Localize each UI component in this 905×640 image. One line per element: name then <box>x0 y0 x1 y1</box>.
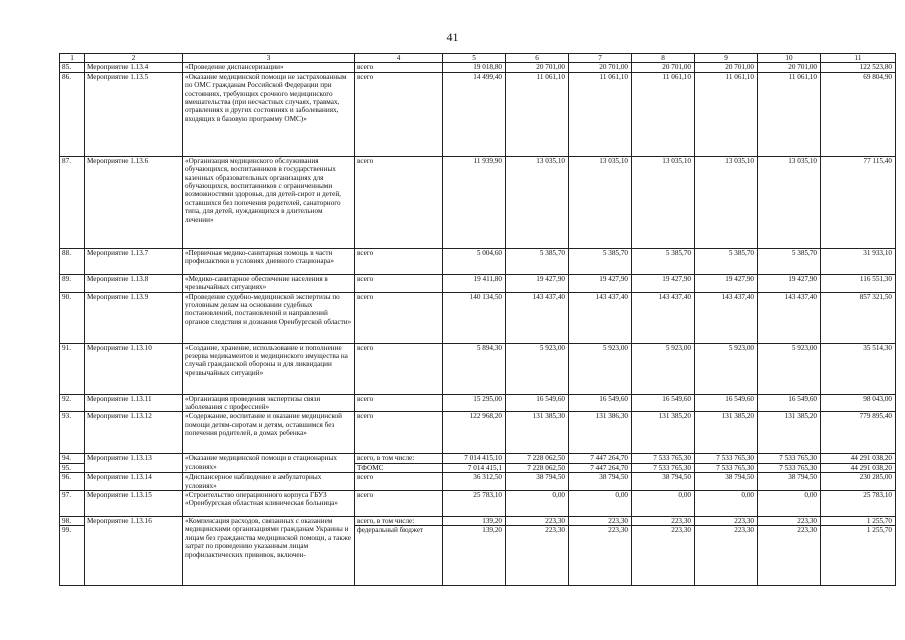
amount-cell: 7 014 415,10 <box>443 454 506 463</box>
activity-description: «Первичная медико-санитарная помощь в части профилактики в условиях дневного стационара» <box>183 248 355 274</box>
row-number: 92. <box>60 394 85 412</box>
column-number: 1 <box>60 54 85 63</box>
amount-cell: 36 312,50 <box>443 473 506 491</box>
amount-cell: 223,30 <box>506 526 569 586</box>
amount-cell: 38 794,50 <box>569 473 632 491</box>
activity-description: «Диспансерное наблюдение в амбулаторных условиях» <box>183 473 355 491</box>
amount-cell: 223,30 <box>695 517 758 526</box>
table-row <box>60 412 896 454</box>
funding-source: всего <box>355 491 443 517</box>
amount-cell: 5 894,30 <box>443 343 506 394</box>
amount-cell: 223,30 <box>632 526 695 586</box>
activity-name: Мероприятие 1.13.9 <box>85 292 183 343</box>
activity-name: Мероприятие 1.13.16 <box>85 517 183 586</box>
amount-cell: 7 533 765,30 <box>695 454 758 463</box>
amount-cell: 1 255,70 <box>821 526 896 586</box>
amount-cell: 5 385,70 <box>695 248 758 274</box>
activity-name: Мероприятие 1.13.10 <box>85 343 183 394</box>
activity-description: «Оказание медицинской помощи в стационарных условиях» <box>183 454 355 473</box>
table-row <box>60 274 896 292</box>
row-number: 99. <box>60 526 85 586</box>
amount-cell: 223,30 <box>569 526 632 586</box>
amount-cell: 38 794,50 <box>632 473 695 491</box>
column-number: 3 <box>183 54 355 63</box>
row-number: 97. <box>60 491 85 517</box>
amount-cell: 7 228 062,50 <box>506 463 569 472</box>
activity-description: «Медико-санитарное обеспечение населения в чрезвычайных ситуациях» <box>183 274 355 292</box>
table-row <box>60 454 896 463</box>
page-number: 41 <box>446 30 459 44</box>
amount-cell: 122 523,80 <box>821 63 896 72</box>
amount-cell: 0,00 <box>695 491 758 517</box>
amount-cell: 5 923,00 <box>695 343 758 394</box>
column-number: 5 <box>443 54 506 63</box>
amount-cell: 38 794,50 <box>695 473 758 491</box>
amount-cell: 13 035,10 <box>695 156 758 248</box>
column-number: 4 <box>355 54 443 63</box>
amount-cell: 13 035,10 <box>569 156 632 248</box>
amount-cell: 7 533 765,30 <box>695 463 758 472</box>
column-number: 6 <box>506 54 569 63</box>
amount-cell: 13 035,10 <box>758 156 821 248</box>
row-number: 88. <box>60 248 85 274</box>
amount-cell: 0,00 <box>758 491 821 517</box>
amount-cell: 7 533 765,30 <box>758 454 821 463</box>
activity-description: «Оказание медицинской помощи не застрахованным по ОМС гражданам Российской Федерации при состояниях, требующих срочного медицинского вмешательства (при несчастных случаях, травмах, отравлениях и других состояниях и заболеваниях, входящих в базовую программу ОМС)» <box>183 72 355 156</box>
table-row <box>60 491 896 517</box>
amount-cell: 69 804,90 <box>821 72 896 156</box>
funding-source: федеральный бюджет <box>355 526 443 586</box>
amount-cell: 223,30 <box>758 517 821 526</box>
activity-name: Мероприятие 1.13.8 <box>85 274 183 292</box>
amount-cell: 35 514,30 <box>821 343 896 394</box>
amount-cell: 20 701,00 <box>569 63 632 72</box>
amount-cell: 19 427,90 <box>758 274 821 292</box>
amount-cell: 5 923,00 <box>632 343 695 394</box>
amount-cell: 131 385,30 <box>506 412 569 454</box>
table-row <box>60 343 896 394</box>
amount-cell: 77 115,40 <box>821 156 896 248</box>
amount-cell: 139,20 <box>443 517 506 526</box>
row-number: 96. <box>60 473 85 491</box>
amount-cell: 14 499,40 <box>443 72 506 156</box>
funding-source: всего <box>355 292 443 343</box>
row-number: 87. <box>60 156 85 248</box>
column-number: 2 <box>85 54 183 63</box>
amount-cell: 779 895,40 <box>821 412 896 454</box>
amount-cell: 140 134,50 <box>443 292 506 343</box>
amount-cell: 15 295,00 <box>443 394 506 412</box>
activity-description: «Создание, хранение, использование и пополнение резерва медикаментов и медицинского имущества на случай гражданской обороны и для ликвидации чрезвычайных ситуаций» <box>183 343 355 394</box>
amount-cell: 5 385,70 <box>632 248 695 274</box>
amount-cell: 16 549,60 <box>569 394 632 412</box>
activity-name: Мероприятие 1.13.15 <box>85 491 183 517</box>
amount-cell: 16 549,60 <box>758 394 821 412</box>
amount-cell: 122 968,20 <box>443 412 506 454</box>
amount-cell: 131 386,30 <box>569 412 632 454</box>
amount-cell: 7 447 264,70 <box>569 454 632 463</box>
table-row <box>60 156 896 248</box>
amount-cell: 11 061,10 <box>506 72 569 156</box>
funding-source: всего <box>355 156 443 248</box>
amount-cell: 116 551,30 <box>821 274 896 292</box>
row-number: 95. <box>60 463 85 472</box>
funding-source: всего <box>355 343 443 394</box>
amount-cell: 16 549,60 <box>695 394 758 412</box>
table-row <box>60 72 896 156</box>
amount-cell: 7 014 415,1 <box>443 463 506 472</box>
row-number: 89. <box>60 274 85 292</box>
column-number: 8 <box>632 54 695 63</box>
amount-cell: 857 321,50 <box>821 292 896 343</box>
activity-name: Мероприятие 1.13.4 <box>85 63 183 72</box>
row-number: 93. <box>60 412 85 454</box>
amount-cell: 11 939,90 <box>443 156 506 248</box>
row-number: 86. <box>60 72 85 156</box>
amount-cell: 143 437,40 <box>569 292 632 343</box>
funding-source: всего <box>355 248 443 274</box>
amount-cell: 98 043,00 <box>821 394 896 412</box>
activity-description: «Строительство операционного корпуса ГБУЗ «Оренбургская областная клиническая больница» <box>183 491 355 517</box>
amount-cell: 19 427,90 <box>569 274 632 292</box>
amount-cell: 0,00 <box>506 491 569 517</box>
amount-cell: 25 783,10 <box>443 491 506 517</box>
row-number: 91. <box>60 343 85 394</box>
amount-cell: 7 533 765,30 <box>632 463 695 472</box>
amount-cell: 7 447 264,70 <box>569 463 632 472</box>
amount-cell: 25 783,10 <box>821 491 896 517</box>
activity-description: «Проведение диспансеризации» <box>183 63 355 72</box>
amount-cell: 223,30 <box>695 526 758 586</box>
amount-cell: 16 549,60 <box>632 394 695 412</box>
amount-cell: 7 533 765,30 <box>758 463 821 472</box>
table-row <box>60 292 896 343</box>
amount-cell: 13 035,10 <box>632 156 695 248</box>
activity-name: Мероприятие 1.13.13 <box>85 454 183 473</box>
column-number: 9 <box>695 54 758 63</box>
amount-cell: 5 004,60 <box>443 248 506 274</box>
amount-cell: 223,30 <box>758 526 821 586</box>
amount-cell: 20 701,00 <box>758 63 821 72</box>
amount-cell: 20 701,00 <box>506 63 569 72</box>
amount-cell: 143 437,40 <box>758 292 821 343</box>
activity-description: «Компенсация расходов, связанных с оказанием медицинскими организациями гражданам Украины и лицам без гражданства медицинской помощи, а также затрат по проведению указанным лицам профилактических прививок, включен- <box>183 517 355 586</box>
amount-cell: 5 385,70 <box>569 248 632 274</box>
amount-cell: 38 794,50 <box>758 473 821 491</box>
table-row <box>60 473 896 491</box>
activity-description: «Содержание, воспитание и оказание медицинской помощи детям-сиротам и детям, оставшимся без попечения родителей, в домах ребенка» <box>183 412 355 454</box>
activity-description: «Организация медицинского обслуживания обучающихся, воспитанников в государственных казенных образовательных организациях для обучающихся, воспитанников с ограниченными возможностями здоровья, для детей-сирот и детей, оставшихся без попечения родителей, санаторного типа, для детей, нуждающихся в длительном лечении» <box>183 156 355 248</box>
activity-name: Мероприятие 1.13.7 <box>85 248 183 274</box>
amount-cell: 38 794,50 <box>506 473 569 491</box>
amount-cell: 11 061,10 <box>695 72 758 156</box>
amount-cell: 11 061,10 <box>758 72 821 156</box>
amount-cell: 223,30 <box>569 517 632 526</box>
activity-name: Мероприятие 1.13.5 <box>85 72 183 156</box>
activity-name: Мероприятие 1.13.6 <box>85 156 183 248</box>
amount-cell: 143 437,40 <box>506 292 569 343</box>
amount-cell: 7 228 062,50 <box>506 454 569 463</box>
column-number: 7 <box>569 54 632 63</box>
amount-cell: 1 255,70 <box>821 517 896 526</box>
amount-cell: 44 291 038,20 <box>821 463 896 472</box>
amount-cell: 223,30 <box>506 517 569 526</box>
activity-name: Мероприятие 1.13.12 <box>85 412 183 454</box>
amount-cell: 31 933,10 <box>821 248 896 274</box>
row-number: 90. <box>60 292 85 343</box>
funding-source: всего, в том числе: <box>355 517 443 526</box>
funding-source: ТФОМС <box>355 463 443 472</box>
row-number: 94. <box>60 454 85 463</box>
funding-source: всего <box>355 274 443 292</box>
amount-cell: 19 411,80 <box>443 274 506 292</box>
amount-cell: 5 385,70 <box>506 248 569 274</box>
amount-cell: 139,20 <box>443 526 506 586</box>
row-number: 85. <box>60 63 85 72</box>
amount-cell: 143 437,40 <box>632 292 695 343</box>
amount-cell: 131 385,20 <box>758 412 821 454</box>
funding-source: всего <box>355 63 443 72</box>
amount-cell: 131 385,20 <box>632 412 695 454</box>
amount-cell: 5 923,00 <box>506 343 569 394</box>
amount-cell: 5 923,00 <box>569 343 632 394</box>
table-row <box>60 63 896 72</box>
activity-name: Мероприятие 1.13.11 <box>85 394 183 412</box>
amount-cell: 19 427,90 <box>506 274 569 292</box>
table-row <box>60 517 896 526</box>
amount-cell: 5 385,70 <box>758 248 821 274</box>
amount-cell: 230 285,00 <box>821 473 896 491</box>
amount-cell: 11 061,10 <box>569 72 632 156</box>
activity-description: «Организация проведения экспертизы связи заболевания с профессией» <box>183 394 355 412</box>
amount-cell: 13 035,10 <box>506 156 569 248</box>
amount-cell: 20 701,00 <box>695 63 758 72</box>
amount-cell: 11 061,10 <box>632 72 695 156</box>
amount-cell: 19 018,80 <box>443 63 506 72</box>
funding-source: всего, в том числе: <box>355 454 443 463</box>
amount-cell: 44 291 038,20 <box>821 454 896 463</box>
amount-cell: 0,00 <box>632 491 695 517</box>
table-row <box>60 394 896 412</box>
amount-cell: 143 437,40 <box>695 292 758 343</box>
budget-table <box>59 53 896 586</box>
amount-cell: 16 549,60 <box>506 394 569 412</box>
amount-cell: 5 923,00 <box>758 343 821 394</box>
row-number: 98. <box>60 517 85 526</box>
funding-source: всего <box>355 72 443 156</box>
column-number-row <box>60 54 896 63</box>
amount-cell: 7 533 765,30 <box>632 454 695 463</box>
amount-cell: 0,00 <box>569 491 632 517</box>
column-number: 10 <box>758 54 821 63</box>
column-number: 11 <box>821 54 896 63</box>
amount-cell: 223,30 <box>632 517 695 526</box>
amount-cell: 20 701,00 <box>632 63 695 72</box>
amount-cell: 19 427,90 <box>695 274 758 292</box>
funding-source: всего <box>355 394 443 412</box>
amount-cell: 19 427,90 <box>632 274 695 292</box>
amount-cell: 131 385,20 <box>695 412 758 454</box>
funding-source: всего <box>355 473 443 491</box>
activity-description: «Проведение судебно-медицинской экспертизы по уголовным делам на основании судебных постановлений, постановлений и направлений органов следствия и дознания Оренбургской области» <box>183 292 355 343</box>
activity-name: Мероприятие 1.13.14 <box>85 473 183 491</box>
table-row <box>60 248 896 274</box>
funding-source: всего <box>355 412 443 454</box>
